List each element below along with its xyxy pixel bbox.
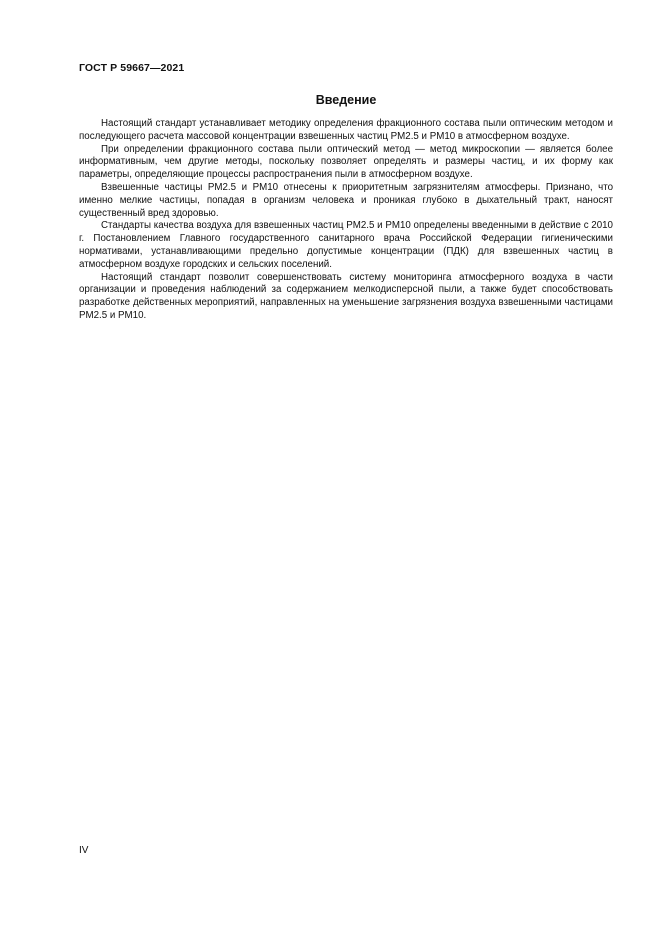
- paragraph: При определении фракционного состава пыли оптический метод — метод микроскопии — является более информативным, чем другие методы, поскольку позволяет определять и размеры частиц, и их форму как параметры, определяющие процессы распространения пыли в атмосферном воздухе.: [79, 143, 613, 181]
- page-number: IV: [79, 845, 89, 856]
- document-header: ГОСТ Р 59667—2021: [79, 62, 185, 74]
- paragraph: Стандарты качества воздуха для взвешенных частиц PM2.5 и PM10 определены введенными в действие с 2010 г. Постановлением Главного государственного санитарного врача Российской Федерации гигиеническими нормативами, устанавливающими предельно допустимые концентрации (ПДК) для взвешенных частиц в атмосферном воздухе городских и сельских поселений.: [79, 220, 613, 270]
- section-title: Введение: [315, 93, 377, 107]
- paragraph: Настоящий стандарт позволит совершенствовать систему мониторинга атмосферного воздуха в части организации и проведения наблюдений за содержанием мелкодисперсной пыли, а также будет способствовать разработке действенных мероприятий, направленных на уменьшение загрязнения воздуха взвешенными частицами PM2.5 и PM10.: [79, 271, 613, 321]
- document-body: [79, 118, 613, 323]
- paragraph: Настоящий стандарт устанавливает методику определения фракционного состава пыли оптическим методом и последующего расчета массовой концентрации взвешенных частиц PM2.5 и PM10 в атмосферном воздухе.: [79, 118, 613, 142]
- paragraph: Взвешенные частицы PM2.5 и PM10 отнесены к приоритетным загрязнителям атмосферы. Признано, что именно мелкие частицы, попадая в организм человека и проникая глубоко в дыхательный тракт, наносят существенный вред здоровью.: [79, 181, 613, 219]
